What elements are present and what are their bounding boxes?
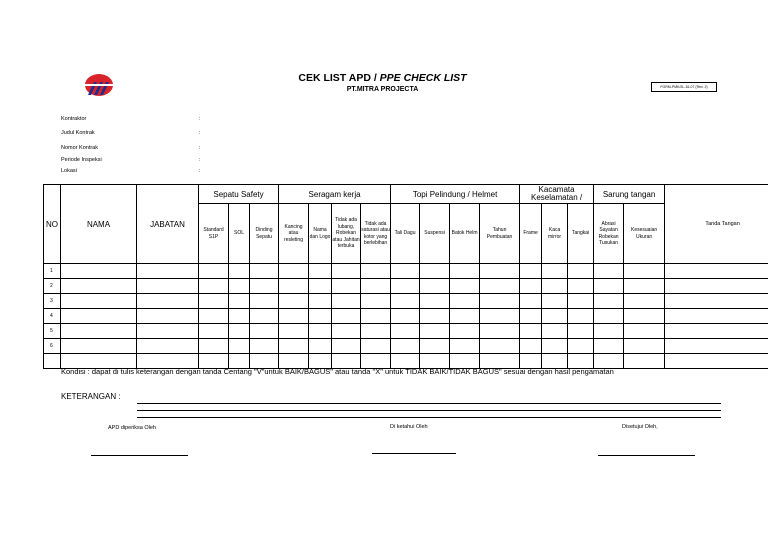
table-row <box>44 309 768 324</box>
sub-header-tali-dagu: Tali Dagu <box>391 204 420 264</box>
keterangan-label: KETERANGAN : <box>61 392 121 401</box>
table-cell <box>520 294 542 309</box>
table-cell <box>480 309 520 324</box>
table-cell <box>250 339 279 354</box>
row-number: 3 <box>44 294 61 309</box>
table-cell <box>229 309 250 324</box>
table-cell <box>520 264 542 279</box>
sub-header-nama-logo: Nama dan Logo <box>309 204 332 264</box>
sub-header-standard: Standard S1P <box>199 204 229 264</box>
table-cell <box>332 279 361 294</box>
table-cell <box>391 309 420 324</box>
table-cell <box>450 279 480 294</box>
sub-header-kancing: Kancing atau resleting <box>279 204 309 264</box>
table-cell <box>61 279 137 294</box>
table-cell <box>520 324 542 339</box>
group-header-seragam: Seragam kerja <box>279 185 391 204</box>
table-cell <box>420 294 450 309</box>
table-cell <box>542 324 568 339</box>
signature-line-disetujui <box>598 455 695 456</box>
table-row <box>44 339 768 354</box>
table-cell <box>309 294 332 309</box>
table-cell <box>199 279 229 294</box>
table-cell <box>420 264 450 279</box>
table-cell <box>199 339 229 354</box>
sub-header-kesesuaian: Kesesuaian Ukuran <box>624 204 665 264</box>
table-cell <box>568 294 594 309</box>
table-cell <box>594 324 624 339</box>
table-cell <box>594 279 624 294</box>
table-cell <box>594 309 624 324</box>
table-cell <box>624 279 665 294</box>
group-header-kacamata: Kacamata Keselamatan / <box>520 185 594 204</box>
table-cell <box>309 339 332 354</box>
table-cell <box>61 309 137 324</box>
table-cell <box>450 339 480 354</box>
table-cell <box>594 264 624 279</box>
table-row <box>44 324 768 339</box>
table-cell <box>309 324 332 339</box>
table-row <box>44 279 768 294</box>
sub-header-kaca: Kaca mirror <box>542 204 568 264</box>
signature-label-diperiksa: APD diperiksa Oleh <box>108 425 156 431</box>
table-cell <box>568 264 594 279</box>
row-number: 4 <box>44 309 61 324</box>
table-cell <box>568 339 594 354</box>
table-row <box>44 264 768 279</box>
table-cell <box>229 324 250 339</box>
table-cell <box>309 309 332 324</box>
table-cell <box>391 279 420 294</box>
table-cell <box>568 324 594 339</box>
table-cell <box>568 279 594 294</box>
field-colon: : <box>199 168 201 174</box>
table-cell <box>450 264 480 279</box>
form-title: CEK LIST APD / PPE CHECK LIST <box>298 72 467 84</box>
sub-header-abrasi: Abrasi Sayatan Robekan Tusukan <box>594 204 624 264</box>
table-cell <box>361 294 391 309</box>
group-header-sarung: Sarung tangan <box>594 185 665 204</box>
table-cell <box>665 354 768 369</box>
table-cell <box>332 324 361 339</box>
table-cell <box>391 294 420 309</box>
table-cell <box>137 339 199 354</box>
field-label-kontraktor: Kontraktor <box>61 116 87 122</box>
keterangan-line <box>137 417 721 418</box>
table-cell <box>542 279 568 294</box>
table-cell <box>665 294 768 309</box>
company-name: PT.MITRA PROJECTA <box>346 86 419 93</box>
table-cell <box>594 294 624 309</box>
table-cell <box>229 279 250 294</box>
table-cell <box>624 324 665 339</box>
table-cell <box>137 294 199 309</box>
table-cell <box>391 264 420 279</box>
field-colon: : <box>199 145 201 151</box>
table-cell <box>420 339 450 354</box>
table-cell <box>594 339 624 354</box>
group-header-sepatu: Sepatu Safety <box>199 185 279 204</box>
table-cell <box>332 339 361 354</box>
table-cell <box>665 339 768 354</box>
table-cell <box>279 339 309 354</box>
signature-line-diperiksa <box>91 455 188 456</box>
table-cell <box>137 309 199 324</box>
table-cell <box>332 309 361 324</box>
field-colon: : <box>199 130 201 136</box>
condition-note: Kondisi : dapat di tulis keterangan dengan tanda Centang "V"untuk BAIK/BAGUS" atau tanda "X" untuk TIDAK BAIK/TIDAK BAGUS" sesuai dengan hasil pengamatan <box>61 367 614 376</box>
table-cell <box>391 339 420 354</box>
table-cell <box>199 294 229 309</box>
signature-label-diketahui: Di ketahui Oleh <box>390 424 428 430</box>
company-logo <box>84 73 114 97</box>
sub-header-dinding: Dinding Sepatu <box>250 204 279 264</box>
keterangan-line <box>137 410 721 411</box>
table-cell <box>480 264 520 279</box>
table-cell <box>199 264 229 279</box>
table-cell <box>624 264 665 279</box>
table-cell <box>361 309 391 324</box>
group-header-topi: Topi Pelindung / Helmet <box>391 185 520 204</box>
sub-header-suspensi: Suspensi <box>420 204 450 264</box>
table-cell <box>542 264 568 279</box>
row-number <box>44 354 61 369</box>
table-cell <box>450 309 480 324</box>
table-cell <box>361 339 391 354</box>
table-cell <box>309 279 332 294</box>
field-colon: : <box>199 116 201 122</box>
table-cell <box>199 324 229 339</box>
table-cell <box>229 339 250 354</box>
table-cell <box>279 309 309 324</box>
row-number: 6 <box>44 339 61 354</box>
table-cell <box>361 264 391 279</box>
table-cell <box>624 294 665 309</box>
table-cell <box>420 324 450 339</box>
table-cell <box>480 339 520 354</box>
row-number: 5 <box>44 324 61 339</box>
table-cell <box>542 309 568 324</box>
col-header-nama: NAMA <box>61 185 137 264</box>
table-cell <box>229 264 250 279</box>
table-cell <box>665 309 768 324</box>
table-cell <box>542 294 568 309</box>
table-cell <box>568 309 594 324</box>
table-cell <box>229 294 250 309</box>
table-cell <box>137 324 199 339</box>
sub-header-frame: Frame <box>520 204 542 264</box>
table-cell <box>279 294 309 309</box>
sub-header-sol: SOL <box>229 204 250 264</box>
row-number: 1 <box>44 264 61 279</box>
table-cell <box>199 309 229 324</box>
field-label-nomor-kontrak: Nomor Kontrak <box>61 145 98 151</box>
table-cell <box>250 264 279 279</box>
table-cell <box>450 324 480 339</box>
table-cell <box>250 324 279 339</box>
table-cell <box>250 294 279 309</box>
table-cell <box>332 294 361 309</box>
sub-header-tidak-kotor: Tidak ada saturasi atau kotor yang berlebihan <box>361 204 391 264</box>
table-cell <box>279 264 309 279</box>
field-label-judul-kontrak: Judul Kontrak <box>61 130 95 136</box>
table-cell <box>480 294 520 309</box>
table-cell <box>420 279 450 294</box>
table-cell <box>624 309 665 324</box>
table-cell <box>279 279 309 294</box>
table-cell <box>480 324 520 339</box>
sub-header-tidak-lubang: Tidak ada lubang, Robekan atau Jahitan terbuka <box>332 204 361 264</box>
table-cell <box>542 339 568 354</box>
table-cell <box>61 294 137 309</box>
table-cell <box>279 324 309 339</box>
table-cell <box>624 339 665 354</box>
table-cell <box>520 309 542 324</box>
ppe-checklist-table <box>43 184 768 369</box>
sub-header-batok-helm: Batok Helm <box>450 204 480 264</box>
sub-header-tahun: Tahun Pembuatan <box>480 204 520 264</box>
table-cell <box>137 264 199 279</box>
table-cell <box>450 294 480 309</box>
table-cell <box>250 309 279 324</box>
table-cell <box>480 279 520 294</box>
row-number: 2 <box>44 279 61 294</box>
table-cell <box>137 279 199 294</box>
col-header-tanda-tangan: Tanda Tangan <box>665 185 768 264</box>
table-cell <box>665 324 768 339</box>
sub-header-tangkai: Tangkai <box>568 204 594 264</box>
table-row <box>44 294 768 309</box>
form-number-box: FORM-PMK/2L-16-07 (Rev. 2) <box>651 82 717 92</box>
field-colon: : <box>199 157 201 163</box>
table-cell <box>61 264 137 279</box>
table-cell <box>665 279 768 294</box>
table-cell <box>61 324 137 339</box>
table-cell <box>624 354 665 369</box>
table-cell <box>361 279 391 294</box>
field-label-periode-inspeksi: Periode Inspeksi <box>61 157 102 163</box>
table-cell <box>250 279 279 294</box>
table-cell <box>520 279 542 294</box>
table-cell <box>665 264 768 279</box>
table-cell <box>332 264 361 279</box>
signature-line-diketahui <box>372 453 456 454</box>
table-cell <box>309 264 332 279</box>
table-cell <box>361 324 391 339</box>
table-cell <box>391 324 420 339</box>
table-cell <box>61 339 137 354</box>
signature-label-disetujui: Disetujui Oleh, <box>622 424 658 430</box>
col-header-jabatan: JABATAN <box>137 185 199 264</box>
keterangan-line <box>137 403 721 404</box>
table-cell <box>520 339 542 354</box>
table-cell <box>420 309 450 324</box>
field-label-lokasi: Lokasi <box>61 168 77 174</box>
col-header-no: NO <box>44 185 61 264</box>
